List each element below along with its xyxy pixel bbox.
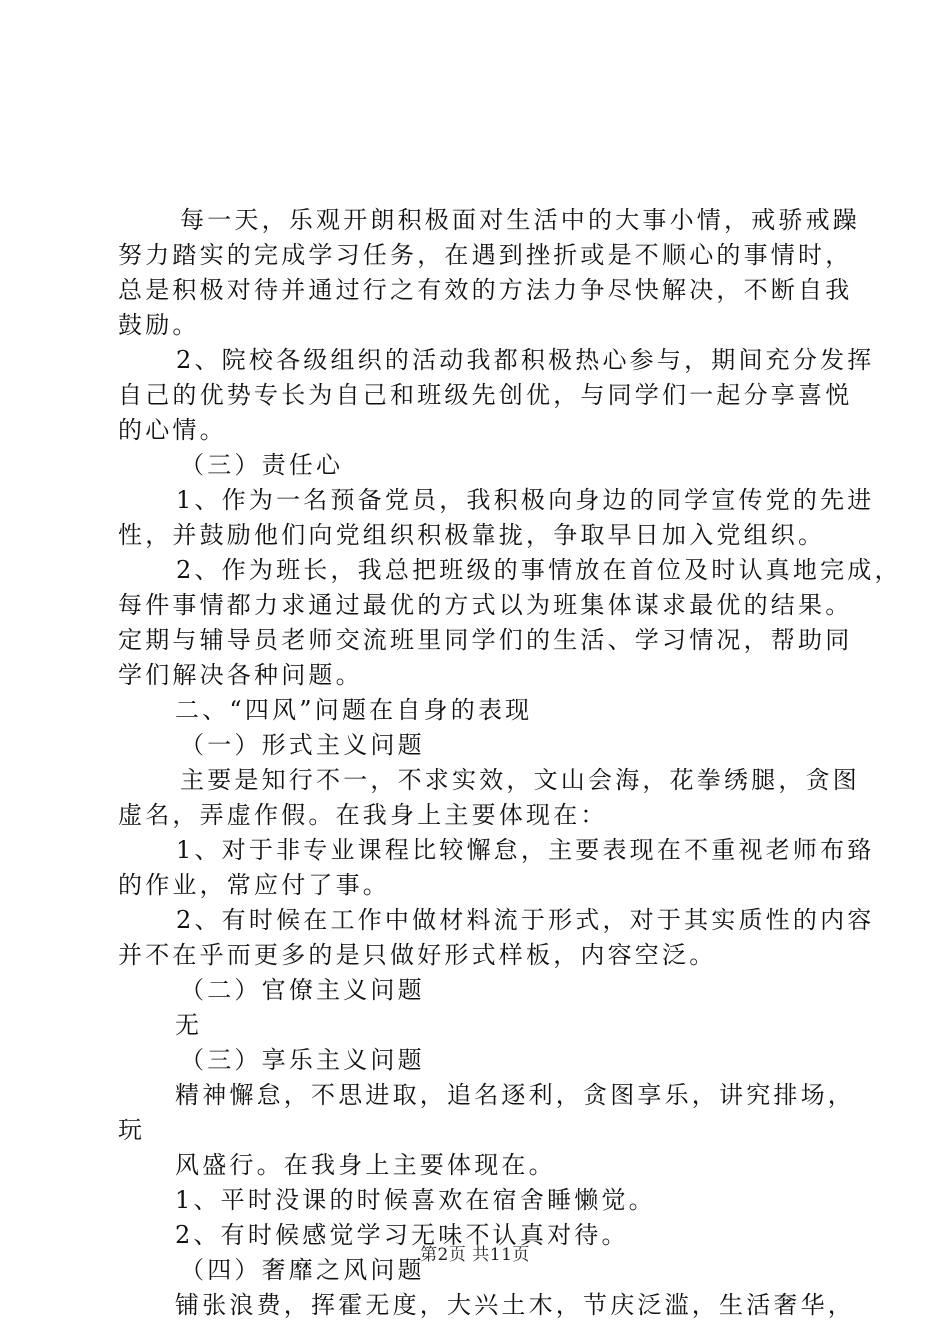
text-line: （二）官僚主义问题	[180, 976, 425, 1004]
text-line: 性，并鼓励他们向党组织积极靠拢，争取早日加入党组织。	[118, 521, 826, 549]
text-line: 2、作为班长，我总把班级的事情放在首位及时认真地完成，	[176, 556, 902, 584]
text-line: 二、“四风”问题在自身的表现	[175, 696, 533, 724]
text-line: 的心情。	[118, 416, 227, 444]
text-line: 每一天，乐观开朗积极面对生活中的大事小情，戒骄戒躁	[180, 206, 860, 234]
text-line: （三）享乐主义问题	[180, 1046, 425, 1074]
text-line: 每件事情都力求通过最优的方式以为班集体谋求最优的结果。	[118, 591, 853, 619]
text-line: 的作业，常应付了事。	[118, 871, 390, 899]
text-line: 2、有时候在工作中做材料流于形式，对于其实质性的内容	[176, 906, 875, 934]
text-line: 虚名，弄虚作假。在我身上主要体现在：	[118, 801, 608, 829]
text-line: 2、有时候感觉学习无味不认真对待。	[175, 1221, 629, 1249]
text-line: 总是积极对待并通过行之有效的方法力争尽快解决，不断自我	[118, 276, 853, 304]
text-line: 主要是知行不一，不求实效，文山会海，花拳绣腿，贪图	[180, 766, 860, 794]
text-line: 自己的优势专长为自己和班级先创优，与同学们一起分享喜悦	[118, 381, 853, 409]
text-line: 1、对于非专业课程比较懈怠，主要表现在不重视老师布臵	[176, 836, 875, 864]
text-line: 鼓励。	[118, 311, 200, 339]
text-line: 定期与辅导员老师交流班里同学们的生活、学习情况，帮助同	[118, 626, 853, 654]
text-line: （三）责任心	[180, 451, 344, 479]
text-line: 1、平时没课的时候喜欢在宿舍睡懒觉。	[175, 1186, 656, 1214]
text-line: 铺张浪费，挥霍无度，大兴土木，节庆泛滥，生活奢华，	[175, 1291, 855, 1319]
text-line: 2、院校各级组织的活动我都积极热心参与，期间充分发挥	[176, 346, 875, 374]
text-line: 风盛行。在我身上主要体现在。	[175, 1151, 556, 1179]
page-footer: 第2页 共11页	[420, 1245, 530, 1265]
text-line: 努力踏实的完成学习任务，在遇到挫折或是不顺心的事情时，	[118, 241, 853, 269]
text-line: 无	[175, 1011, 203, 1039]
text-line: 并不在乎而更多的是只做好形式样板，内容空泛。	[118, 941, 717, 969]
text-line: 学们解决各种问题。	[118, 661, 363, 689]
text-line: 精神懈怠，不思进取，追名逐利，贪图享乐，讲究排场，	[175, 1081, 855, 1109]
text-line: 玩	[118, 1116, 146, 1144]
text-line: 1、作为一名预备党员，我积极向身边的同学宣传党的先进	[176, 486, 875, 514]
text-line: （一）形式主义问题	[180, 731, 425, 759]
text-line: （四）奢靡之风问题	[180, 1256, 425, 1284]
document-body	[118, 203, 902, 1323]
